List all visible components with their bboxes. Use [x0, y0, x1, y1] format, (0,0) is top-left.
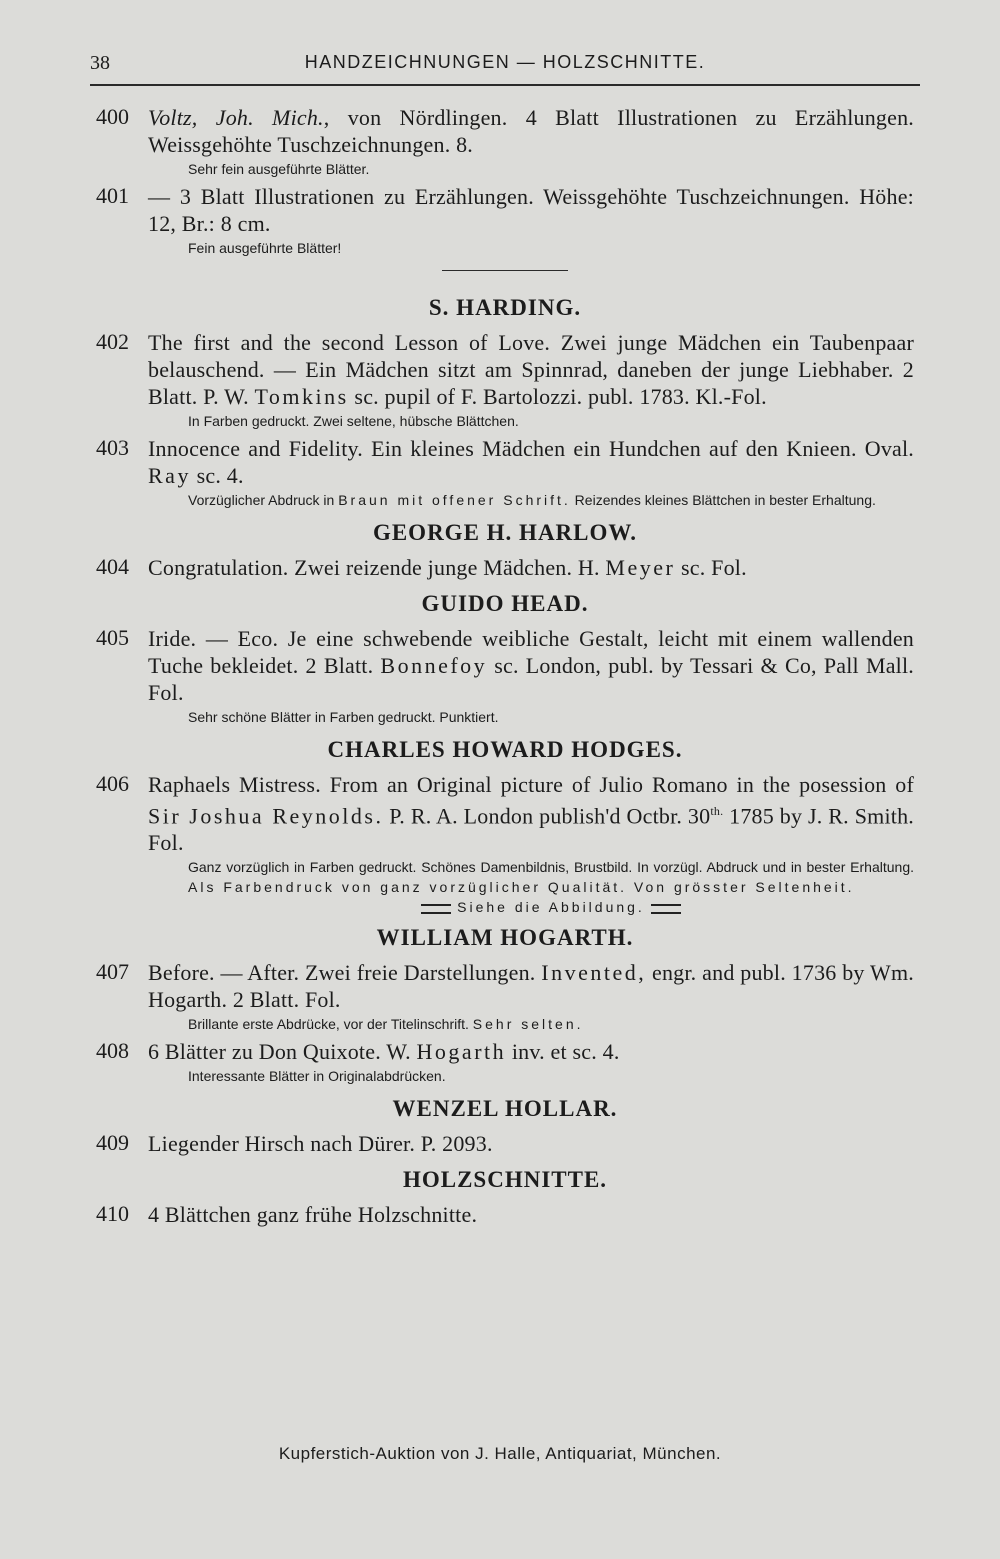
lot-text: sc. London, publ. by Tessari & Co, Pall Mall. Fol. — [148, 653, 914, 705]
lot-number: 410 — [96, 1201, 129, 1227]
lot-number: 401 — [96, 183, 129, 208]
engraver-name: Bonnefoy — [380, 653, 488, 678]
figure-reference-text: Siehe die Abbildung. — [457, 899, 645, 916]
lot-entry-408 — [96, 1038, 914, 1086]
lot-number: 409 — [96, 1130, 129, 1156]
owner-name: Sir Joshua Reynolds. — [148, 803, 384, 829]
lot-text: Congratulation. Zwei reizende junge Mädchen. H. — [148, 555, 606, 580]
lot-number: 402 — [96, 329, 129, 354]
artist-heading-hollar: WENZEL HOLLAR. — [392, 1096, 618, 1122]
engraver-name: Hogarth — [416, 1039, 507, 1065]
section-divider — [442, 270, 568, 271]
lot-note: Sehr fein ausgeführte Blätter. — [188, 161, 370, 177]
lot-entry-407 — [96, 959, 914, 1034]
lot-text: , von Nördlingen. 4 Blatt Illustrationen zu Erzählungen. Weissgehöhte Tuschzeichnungen. 8. — [148, 105, 914, 157]
lot-note: Interessante Blätter in Originalabdrücken. — [188, 1068, 446, 1085]
artist-name: Voltz, Joh. Mich. — [148, 105, 324, 130]
lot-entry-404 — [96, 554, 914, 581]
lot-text: Innocence and Fidelity. Ein kleines Mädchen ein Hundchen auf den Knieen. Oval. — [148, 436, 914, 461]
lot-entry-403 — [96, 435, 914, 510]
lot-note — [188, 1014, 914, 1034]
lot-description — [148, 554, 914, 581]
section-heading-holzschnitte: HOLZSCHNITTE. — [402, 1167, 608, 1193]
lot-note — [188, 490, 914, 510]
engraver-name: Tomkins — [254, 384, 349, 409]
header-rule — [90, 84, 920, 86]
note-text-spaced: Sehr selten. — [472, 1016, 584, 1033]
lot-number: 403 — [96, 435, 129, 460]
lot-entry-402 — [96, 329, 914, 431]
lot-description — [148, 329, 914, 410]
lot-note: Sehr schöne Blätter in Farben gedruckt. Punktiert. — [188, 709, 499, 725]
lot-entry-410 — [96, 1201, 914, 1228]
lot-entry-406 — [96, 771, 914, 915]
page-footer: Kupferstich-Auktion von J. Halle, Antiquariat, München. — [278, 1444, 722, 1463]
artist-heading-hogarth: WILLIAM HOGARTH. — [376, 925, 634, 951]
lot-text: Raphaels Mistress. From an Original picture of Julio Romano in the posession of — [148, 772, 914, 797]
lot-text: inv. et sc. 4. — [506, 1039, 620, 1065]
catalog-content — [96, 104, 914, 1232]
lot-note: Fein ausgeführte Blätter! — [188, 240, 342, 256]
note-text: Ganz vorzüglich in Farben gedruckt. Schönes Damenbildnis, Brustbild. In vorzügl. Abdruck und in bester Erhaltung. — [188, 859, 914, 876]
lot-text: sc. Fol. — [675, 555, 747, 580]
lot-text: engr. and publ. 1736 by Wm. Hogarth. 2 Blatt. Fol. — [148, 960, 914, 1013]
note-text: Brillante erste Abdrücke, vor der Titelinschrift. — [188, 1016, 473, 1033]
lot-description — [148, 771, 914, 856]
figure-reference — [188, 899, 914, 915]
lot-text: P. R. A. London publish'd Octbr. 30 — [383, 803, 711, 829]
page-header — [90, 52, 920, 82]
lot-text: sc. pupil of F. Bartolozzi. publ. 1783. Kl.-Fol. — [348, 384, 767, 409]
lot-text: 6 Blätter zu Don Quixote. W. — [148, 1039, 417, 1065]
lot-text-spaced: Invented, — [541, 960, 647, 986]
lot-description — [148, 1038, 914, 1065]
lot-entry-401 — [96, 183, 914, 258]
lot-description — [148, 625, 914, 706]
lot-number: 404 — [96, 554, 129, 579]
lot-number: 407 — [96, 959, 129, 985]
lot-entry-405 — [96, 625, 914, 727]
running-title: HANDZEICHNUNGEN — HOLZSCHNITTE. — [304, 52, 706, 72]
artist-heading-hodges: CHARLES HOWARD HODGES. — [327, 737, 683, 762]
page-number: 38 — [90, 52, 110, 74]
lot-text: 1785 by J. R. Smith. Fol. — [148, 803, 914, 856]
lot-note: In Farben gedruckt. Zwei seltene, hübsche Blättchen. — [188, 413, 519, 429]
note-text: Reizendes kleines Blättchen in bester Erhaltung. — [570, 492, 876, 508]
lot-text: Iride. — Eco. Je eine schwebende weibliche Gestalt, leicht mit einem wallenden Tuche bekleidet. 2 Blatt. — [148, 626, 914, 678]
lot-number: 400 — [96, 104, 129, 129]
note-text-spaced: Als Farbendruck von ganz vorzüglicher Qualität. Von grösster Seltenheit. — [188, 879, 855, 896]
lot-number: 408 — [96, 1038, 129, 1064]
engraver-name: Ray — [148, 463, 191, 488]
lot-number: 406 — [96, 771, 129, 796]
lot-description: Liegender Hirsch nach Dürer. P. 2093. — [148, 1131, 493, 1157]
ordinal-suffix: th. — [710, 804, 724, 818]
lot-text: Before. — After. Zwei freie Darstellungen. — [148, 960, 542, 986]
lot-text: sc. 4. — [190, 463, 244, 488]
note-text-spaced: Braun mit offener Schrift. — [338, 492, 571, 508]
lot-text: The first and the second Lesson of Love. Zwei junge Mädchen ein Taubenpaar belauschend. — Ein Mädchen sitzt am Spinnrad, daneben der junge Liebhaber. 2 Blatt. P. W. — [148, 330, 914, 409]
lot-entry-409 — [96, 1130, 914, 1157]
lot-description — [148, 104, 914, 158]
double-rule-left — [421, 904, 451, 914]
lot-description: 4 Blättchen ganz frühe Holzschnitte. — [148, 1202, 478, 1228]
lot-number: 405 — [96, 625, 129, 650]
lot-description — [148, 959, 914, 1013]
lot-description: — 3 Blatt Illustrationen zu Erzählungen. Weissgehöhte Tuschzeichnungen. Höhe: 12, Br.: 8 cm. — [148, 184, 914, 236]
double-rule-right — [651, 904, 681, 914]
lot-note — [188, 857, 914, 897]
artist-heading-harlow: GEORGE H. HARLOW. — [372, 520, 638, 545]
engraver-name: Meyer — [605, 555, 676, 580]
artist-heading-head: GUIDO HEAD. — [421, 591, 589, 616]
lot-description — [148, 435, 914, 489]
note-text: Vorzüglicher Abdruck in — [188, 492, 339, 508]
lot-entry-400 — [96, 104, 914, 179]
artist-heading-harding: S. HARDING. — [428, 295, 582, 320]
